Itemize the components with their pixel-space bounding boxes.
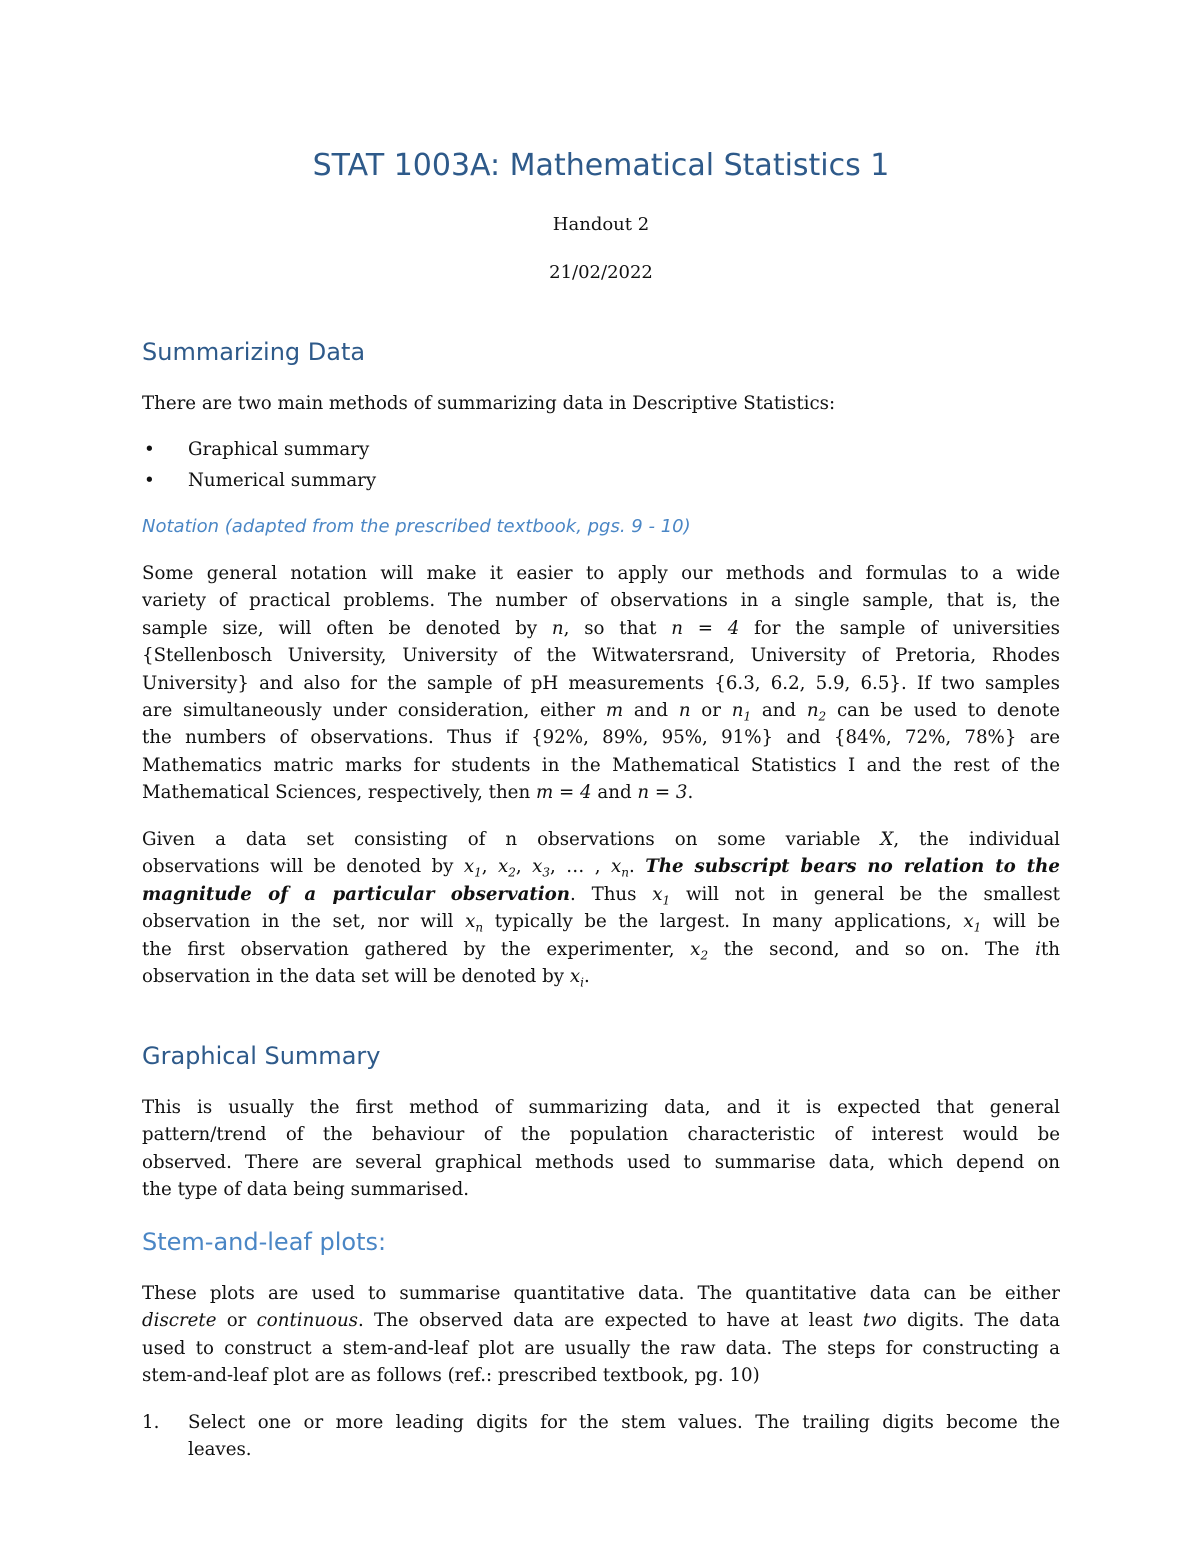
notation-paragraph: Some general notation will make it easier to apply our methods and formulas to a wide variety of practical problems. The number of observations in a single sample, that is, the sample size, will often be denoted by n, so that n = 4 for the sample of universities {Stellenbosch University, University of the Witwatersrand, University of Pretoria, Rhodes University} and also for the sample of pH measurements {6.3, 6.2, 5.9, 6.5}. If two samples are simultaneously under consideration, either m and n or $n_1$ and $n_2$ can be used to denote the numbers of observations. Thus if {92%, 89%, 95%, 91%} and {84%, 72%, 78%} are Mathematics matric marks for students in the Mathematical Statistics I and the rest of the Mathematical Sciences, respectively, then m = 4 and n = 3. [142, 563, 1060, 804]
list-item: • Numerical summary [144, 470, 377, 491]
graphical-paragraph: This is usually the first method of summarizing data, and it is expected that general pattern/trend of the behaviour of the population characteristic of interest would be observed. There are several graphical methods used to summarise data, which depend on the type of data being summarised. [142, 1097, 1060, 1201]
list-item: • Graphical summary [144, 439, 370, 460]
document-title: STAT 1003A: Mathematical Statistics 1 [312, 148, 890, 183]
heading-summarizing-data: Summarizing Data [142, 338, 366, 366]
heading-graphical-summary: Graphical Summary [142, 1042, 381, 1070]
handout-number: Handout 2 [552, 214, 650, 235]
heading-stem-and-leaf: Stem-and-leaf plots: [142, 1228, 387, 1256]
summary-methods-list [142, 434, 1060, 496]
subscript-paragraph: Given a data set consisting of n observations on some variable X, the individual observations will be denoted by $x_1$, $x_2$, $x_3$, … , $x_n$. The subscript bears no relation to the magnitude of a particular observation. Thus $x_1$ will not in general be the smallest observation in the set, nor will $x_n$ typically be the largest. In many applications, $x_1$ will be the first observation gathered by the experimenter, $x_2$ the second, and so on. The ith observation in the data set will be denoted by $x_i$. [142, 829, 1060, 990]
stem-leaf-paragraph: These plots are used to summarise quantitative data. The quantitative data can be either discrete or continuous. The observed data are expected to have at least two digits. The data used to construct a stem-and-leaf plot are usually the raw data. The steps for constructing a stem-and-leaf plot are as follows (ref.: prescribed textbook, pg. 10) [142, 1283, 1060, 1387]
stem-leaf-steps [142, 1409, 1060, 1465]
list-item: 1. Select one or more leading digits for the stem values. The trailing digits become the leaves. [142, 1412, 1060, 1461]
heading-notation: Notation (adapted from the prescribed textbook, pgs. 9 - 10) [142, 516, 691, 537]
handout-date: 21/02/2022 [549, 262, 653, 283]
summarizing-intro: There are two main methods of summarizing data in Descriptive Statistics: [142, 393, 836, 414]
